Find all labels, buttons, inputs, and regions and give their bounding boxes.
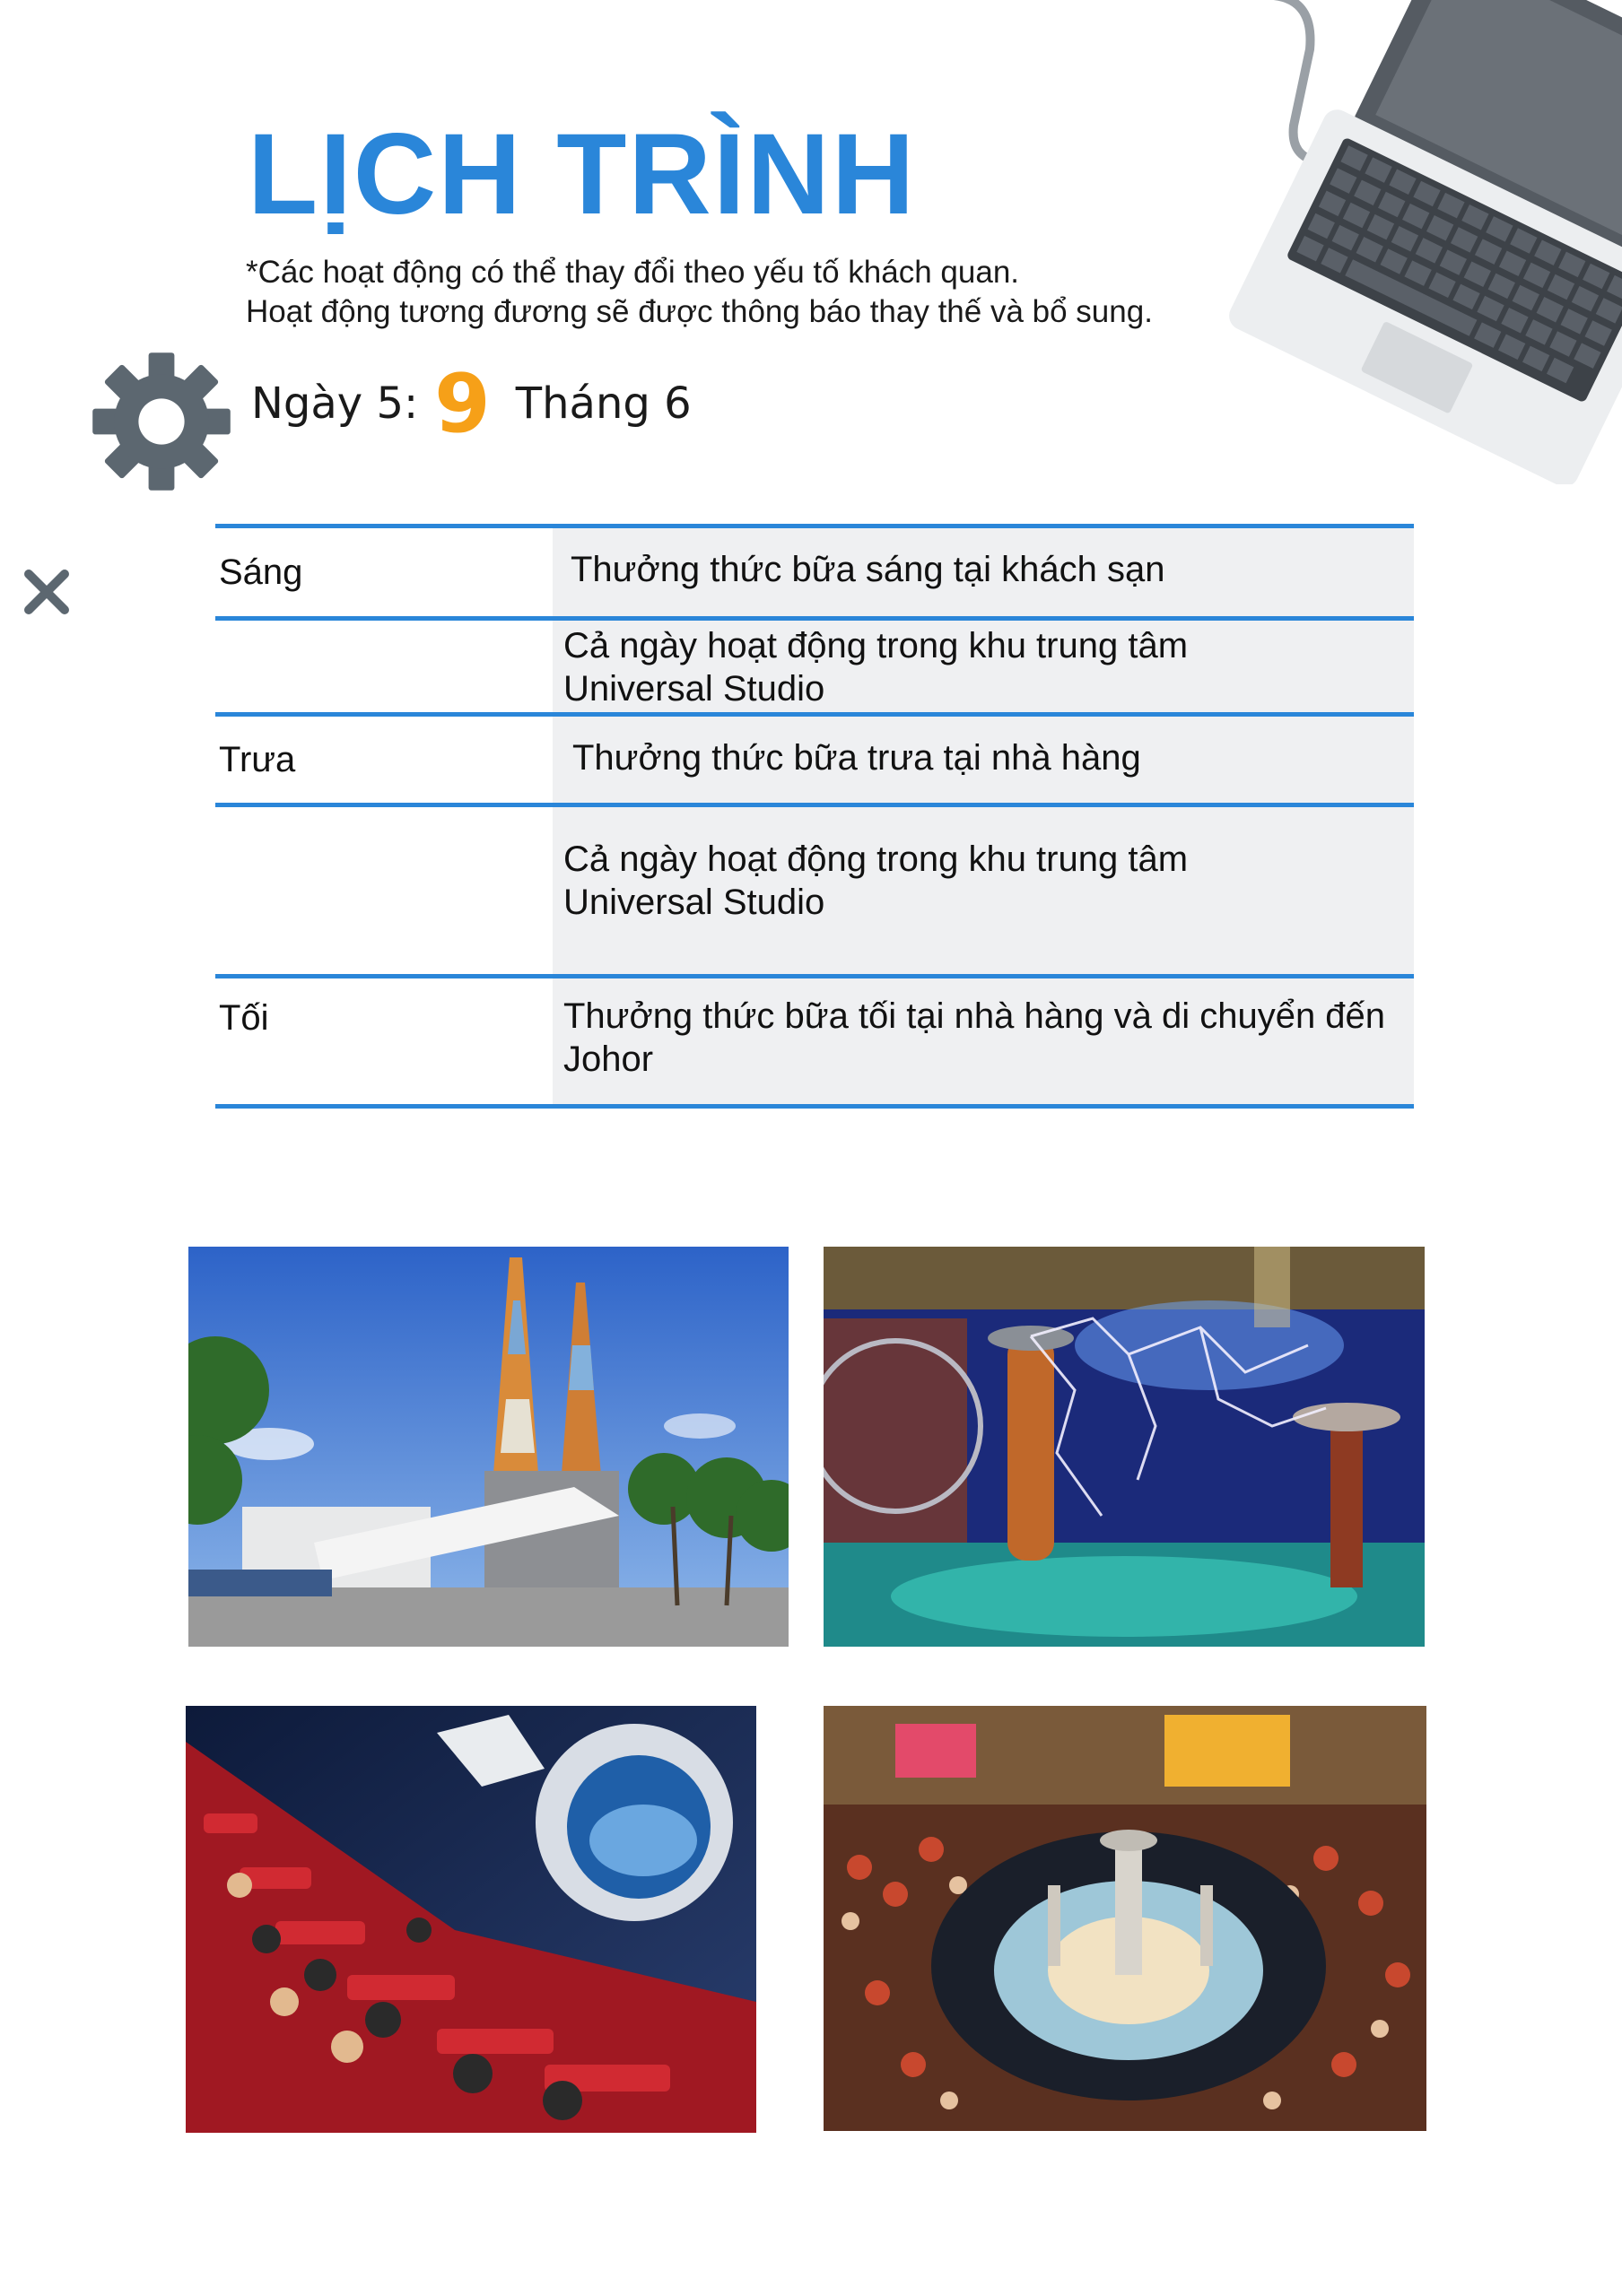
schedule-row [215, 621, 1414, 717]
day-heading [251, 356, 692, 451]
activity-text: Thưởng thức bữa tối tại nhà hàng và di chuyển đến Johor [563, 996, 1386, 1079]
photo-science-centre-building [188, 1247, 789, 1647]
photo-omni-theatre [186, 1706, 756, 2133]
day-prefix: Ngày 5: [251, 378, 419, 429]
laptop-illustration [1220, 0, 1622, 484]
period-label: Trưa [219, 740, 296, 779]
note-line-2: Hoạt động tương đương sẽ được thông báo thay thế và bổ sung. [246, 294, 1153, 329]
disclaimer-note [246, 253, 1153, 332]
period-label: Tối [219, 998, 269, 1038]
period-label: Sáng [219, 552, 303, 592]
schedule-row [215, 524, 1414, 621]
day-number: 9 [434, 356, 491, 451]
page-title: LỊCH TRÌNH [248, 110, 917, 239]
day-month: Tháng 6 [515, 378, 692, 429]
gear-icon [90, 350, 233, 493]
schedule-row [215, 807, 1414, 978]
activity-text: Thưởng thức bữa sáng tại khách sạn [571, 550, 1165, 589]
schedule-row [215, 717, 1414, 807]
activity-text: Cả ngày hoạt động trong khu trung tâm Universal Studio [563, 626, 1189, 709]
photo-tesla-coil-exhibit [824, 1247, 1425, 1647]
schedule-row [215, 978, 1414, 1109]
note-line-1: *Các hoạt động có thể thay đổi theo yếu tố khách quan. [246, 255, 1020, 290]
activity-text: Cả ngày hoạt động trong khu trung tâm Universal Studio [563, 839, 1189, 922]
close-icon[interactable] [20, 565, 74, 619]
photo-crowd-tesla-show [824, 1706, 1426, 2131]
activity-text: Thưởng thức bữa trưa tại nhà hàng [572, 738, 1141, 778]
schedule-table [215, 524, 1414, 1109]
